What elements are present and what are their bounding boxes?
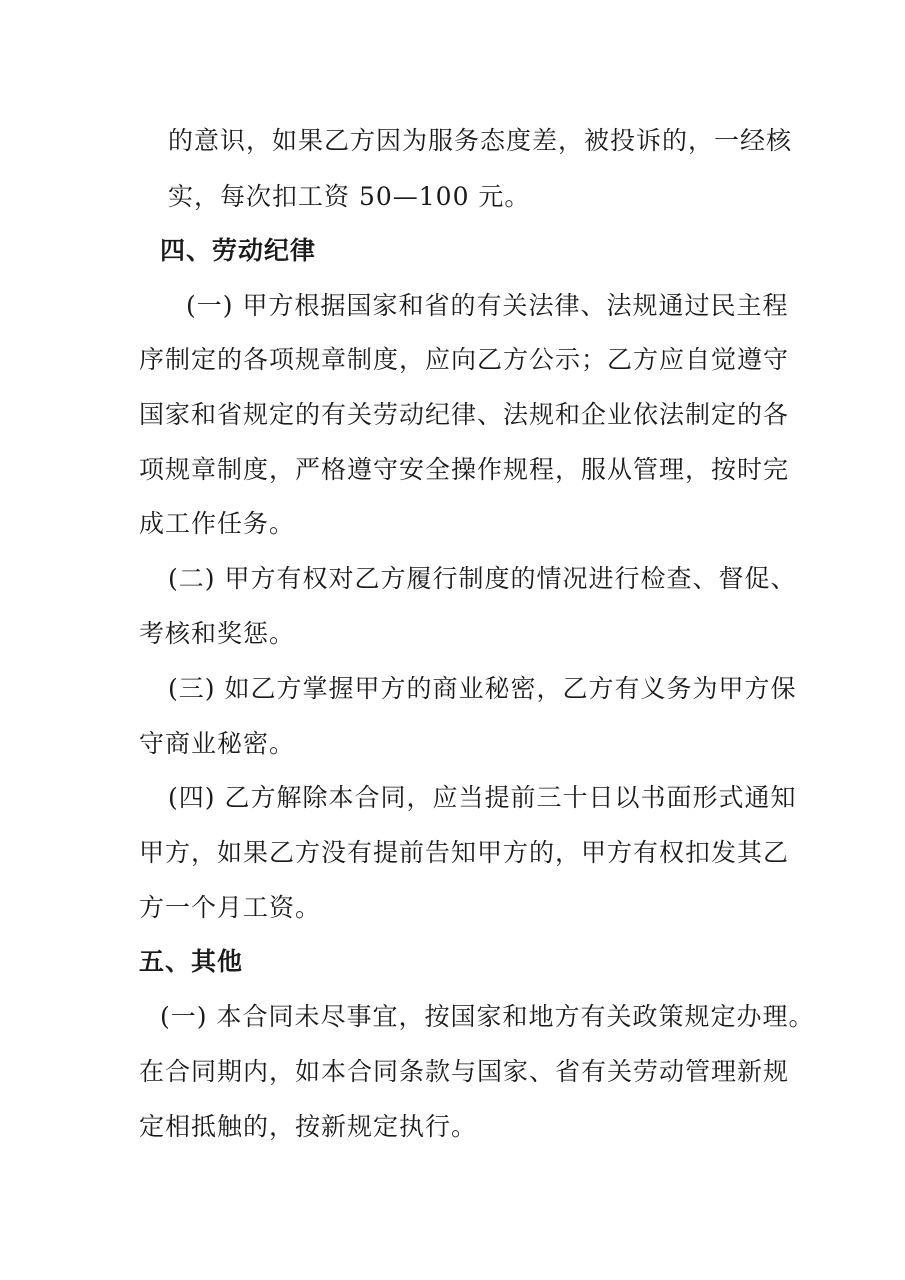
text-line: (二) 甲方有权对乙方履行制度的情况进行检查、督促、 [168,564,797,593]
text-line: (一) 甲方根据国家和省的有关法律、法规通过民主程 [186,291,789,320]
text-line: 考核和奖惩。 [139,619,296,648]
text-line: 项规章制度，严格遵守安全操作规程，服从管理，按时完 [139,455,790,484]
text-line: 国家和省规定的有关劳动纪律、法规和企业依法制定的各 [139,400,790,429]
section-heading-other: 五、其他 [139,947,244,976]
text-line: (四) 乙方解除本合同，应当提前三十日以书面形式通知 [168,783,797,812]
text-line: 守商业秘密。 [139,729,296,758]
text-line: (三) 如乙方掌握甲方的商业秘密，乙方有义务为甲方保 [168,674,797,703]
text-line: 的意识，如果乙方因为服务态度差，被投诉的，一经核 [168,126,793,155]
text-line: 定相抵触的，按新规定执行。 [139,1112,478,1141]
text-line: 甲方，如果乙方没有提前告知甲方的，甲方有权扣发其乙 [139,838,790,867]
section-heading-labor-discipline: 四、劳动纪律 [160,236,317,265]
text-line: 实，每次扣工资 50—100 元。 [168,182,531,211]
text-line: 方一个月工资。 [139,893,322,922]
text-line: 序制定的各项规章制度，应向乙方公示；乙方应自觉遵守 [139,345,790,374]
text-line: 成工作任务。 [139,509,296,538]
text-line: (一) 本合同未尽事宜，按国家和地方有关政策规定办理。 [160,1002,815,1031]
text-line: 在合同期内，如本合同条款与国家、省有关劳动管理新规 [139,1057,790,1086]
